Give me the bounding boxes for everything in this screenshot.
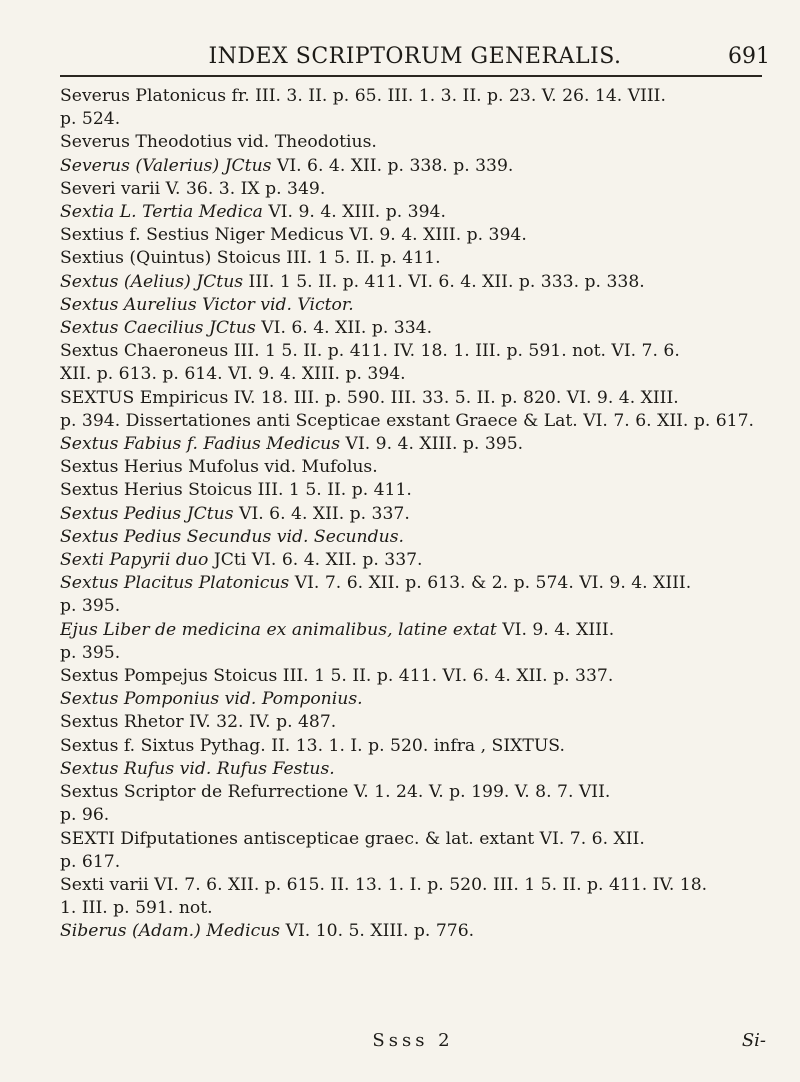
entry-name: Sextus Pedius JCtus	[60, 503, 234, 524]
entry-continuation: p. 617.	[60, 851, 121, 872]
index-entry	[60, 433, 766, 456]
entry-references: VI. 6. 4. XII. p. 334.	[255, 318, 433, 339]
entry-name: Severi varii	[60, 178, 161, 199]
index-entry	[60, 85, 766, 131]
running-head: INDEX SCRIPTORUM GENERALIS.	[208, 44, 622, 69]
entry-references: graec. & lat. extant VI. 7. 6. XII.	[359, 828, 645, 849]
index-entry	[60, 735, 766, 758]
entry-name: Sextus Rufus vid. Rufus Festus.	[60, 758, 335, 779]
entry-references: VI. 9. 4. XIII. p. 394.	[262, 202, 446, 223]
header-rule	[60, 75, 762, 77]
index-entry	[60, 224, 766, 247]
entry-continuation: p. 524.	[60, 109, 121, 130]
entry-name: SEXTUS Empiricus	[60, 387, 229, 408]
entry-name: Sextus Herius Stoicus	[60, 480, 253, 501]
entry-references: III. 1 5. II. p. 411.	[280, 248, 441, 269]
entry-name: Sextus (Aelius) JCtus	[60, 271, 244, 292]
entry-references: VI. 10. 5. XIII. p. 776.	[280, 921, 475, 942]
entry-continuation: XII. p. 613. p. 614. VI. 9. 4. XIII. p. 394.	[60, 364, 406, 385]
entry-name: Ejus Liber de medicina ex animalibus, latine extat	[60, 619, 497, 640]
entry-references: IV. 32. IV. p. 487.	[183, 712, 337, 733]
index-entry	[60, 572, 766, 618]
index-entry	[60, 387, 766, 433]
index-entry	[60, 317, 766, 340]
page-footer	[60, 1030, 766, 1060]
entry-name: Sextius (Quintus) Stoicus	[60, 248, 281, 269]
entry-references: V. 1. 24. V. p. 199. V. 8. 7. VII.	[348, 782, 611, 803]
index-entry	[60, 920, 766, 943]
entry-references: VI. 9. 4. XIII. p. 395.	[340, 434, 524, 455]
entry-name: Sexti Papyrii duo	[60, 550, 209, 571]
entry-references: VI. 6. 4. XII. p. 337.	[233, 503, 410, 524]
entry-name: Sextus Herius Mufolus	[60, 457, 259, 478]
entry-name: Sextia L. Tertia Medica	[60, 202, 263, 223]
entry-continuation: p. 96.	[60, 805, 110, 826]
index-entry	[60, 271, 766, 294]
entry-references: II. 13. 1. I. p. 520. infra , SIXTUS.	[265, 735, 565, 756]
entry-references: III. 1 5. II. p. 411. VI. 6. 4. XII. p. 337.	[277, 666, 614, 687]
entry-continuation: p. 394. Dissertationes anti Scepticae exstant Graece & Lat. VI. 7. 6. XII. p. 617.	[60, 410, 755, 431]
entry-continuation: p. 395.	[60, 596, 121, 617]
index-entry	[60, 294, 766, 317]
entry-name: Sextus Pedius Secundus vid. Secundus.	[60, 526, 404, 547]
index-entry	[60, 503, 766, 526]
index-entry	[60, 688, 766, 711]
entry-references: III. 1 5. II. p. 411. VI. 6. 4. XII. p. 333. p. 338.	[243, 271, 645, 292]
signature-mark: Ssss 2	[372, 1030, 454, 1051]
entry-name: Sextius f. Sestius Niger Medicus	[60, 225, 344, 246]
entry-references: V. 36. 3. IX p. 349.	[160, 178, 326, 199]
entry-name: Severus (Valerius) JCtus	[60, 155, 272, 176]
entry-name: Severus Theodotius	[60, 132, 233, 153]
entry-name: Siberus (Adam.) Medicus	[60, 921, 281, 942]
entry-name: Sextus Rhetor	[60, 712, 184, 733]
entry-name: Sextus Chaeroneus	[60, 341, 229, 362]
entry-name: Sextus Scriptor de Refurrectione	[60, 782, 349, 803]
index-entry	[60, 479, 766, 502]
entry-name: Severus Platonicus	[60, 86, 227, 106]
index-entry	[60, 178, 766, 201]
index-entry	[60, 874, 766, 920]
entry-name: Sextus Caecilius JCtus	[60, 318, 256, 339]
entry-continuation: 1. III. p. 591. not.	[60, 898, 213, 919]
entry-name: Sextus Aurelius Victor vid. Victor.	[60, 294, 354, 315]
entry-references: VI. 9. 4. XIII. p. 394.	[343, 225, 527, 246]
index-entry	[60, 711, 766, 734]
entry-references: VI. 6. 4. XII. p. 338. p. 339.	[271, 155, 514, 176]
entry-references: VI. 7. 6. XII. p. 613. & 2. p. 574. VI. 9. 4. XIII.	[289, 573, 692, 594]
entry-references: III. 1 5. II. p. 411. IV. 18. 1. III. p. 591. not. VI. 7. 6.	[228, 341, 680, 362]
entry-name: Sextus Fabius f. Fadius Medicus	[60, 434, 341, 455]
entry-name: Sextus Placitus Platonicus	[60, 573, 290, 594]
entry-references: vid. Mufolus.	[258, 457, 378, 478]
entry-name: Sexti varii	[60, 874, 149, 895]
catchword: Si-	[741, 1030, 766, 1051]
entry-name: Sextus Pompejus Stoicus	[60, 666, 278, 687]
entry-references: fr. III. 3. II. p. 65. III. 1. 3. II. p. 23. V. 26. 14. VIII.	[226, 86, 666, 106]
index-entry	[60, 549, 766, 572]
index-entry	[60, 526, 766, 549]
entry-name: Sextus Pomponius vid. Pomponius.	[60, 689, 363, 710]
index-entry	[60, 665, 766, 688]
index-entry	[60, 619, 766, 665]
entry-references: VI. 7. 6. XII. p. 615. II. 13. 1. I. p. 520. III. 1 5. II. p. 411. IV. 18.	[148, 874, 708, 895]
entry-references: VI. 9. 4. XIII.	[496, 619, 615, 640]
index-entry	[60, 201, 766, 224]
index-entry	[60, 828, 766, 874]
index-entry	[60, 781, 766, 827]
index-entry	[60, 131, 766, 154]
index-entry	[60, 758, 766, 781]
entry-continuation: p. 395.	[60, 642, 121, 663]
index-entry	[60, 456, 766, 479]
entry-references: III. 1 5. II. p. 411.	[252, 480, 412, 501]
index-entry	[60, 340, 766, 386]
index-entry	[60, 247, 766, 270]
entry-name: SEXTI Difputationes antiscepticae	[60, 828, 360, 849]
index-entries	[60, 85, 766, 944]
entry-references: vid. Theodotius.	[232, 132, 377, 153]
index-entry	[60, 155, 766, 178]
entry-name: Sextus f. Sixtus Pythag.	[60, 735, 266, 756]
entry-references: JCti VI. 6. 4. XII. p. 337.	[208, 550, 423, 571]
entry-references: IV. 18. III. p. 590. III. 33. 5. II. p. 820. VI. 9. 4. XIII.	[228, 387, 679, 408]
page-number: 691	[728, 44, 770, 69]
page-header	[60, 14, 770, 74]
